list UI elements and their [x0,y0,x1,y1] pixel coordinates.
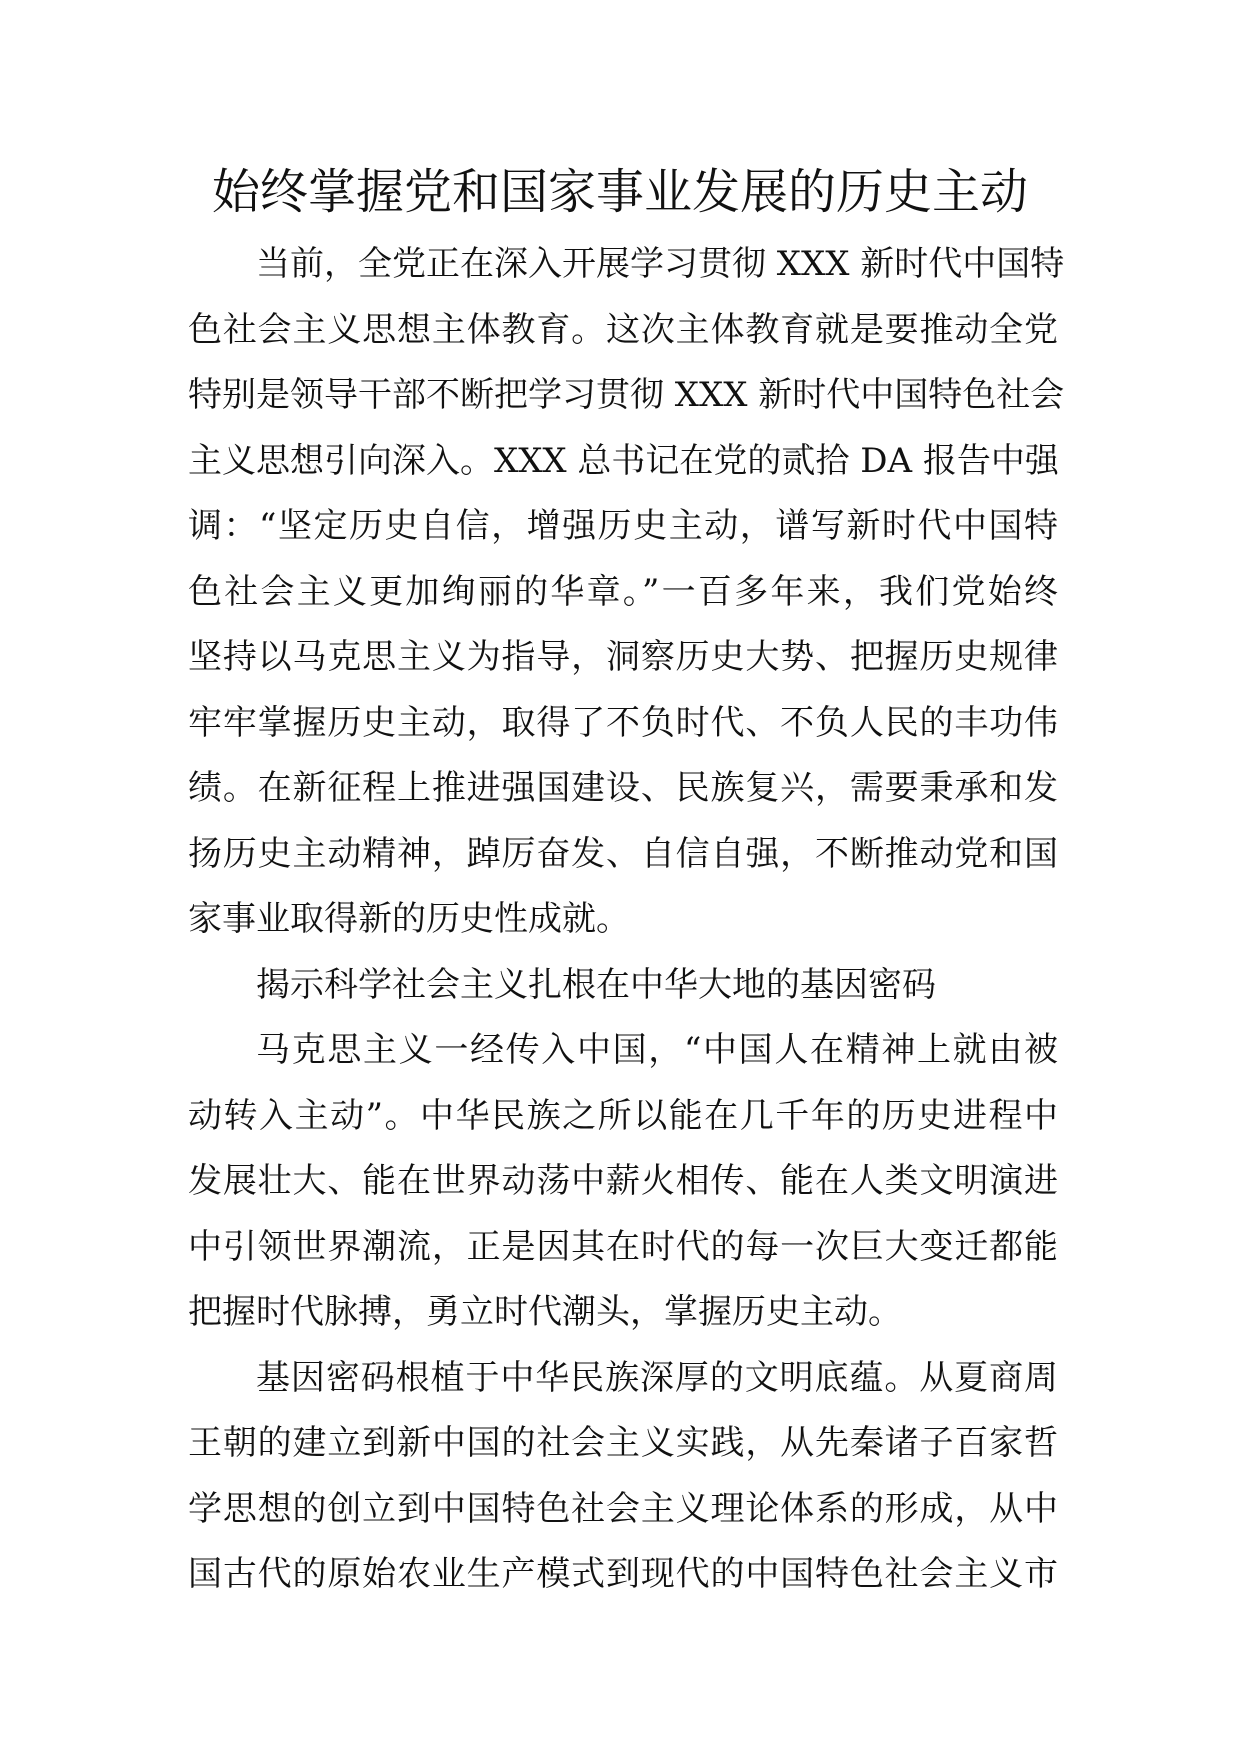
paragraph-2-line-1: 马克思主义一经传入中国，“中国人在精神上就由被 [256,1030,1058,1070]
paragraph-2-line-4: 中引领世界潮流，正是因其在时代的每一次巨大变迁都能 [188,1226,1058,1267]
paragraph-1-line-10: 扬历史主动精神，踔厉奋发、自信自强，不断推动党和国 [188,833,1058,874]
paragraph-1-line-8: 牢牢掌握历史主动，取得了不负时代、不负人民的丰功伟 [188,702,1058,743]
document-body [188,232,1065,1608]
paragraph-1-line-4: 主义思想引向深入。XXX 总书记在党的贰拾 DA 报告中强 [188,440,1059,481]
paragraph-3-line-1: 基因密码根植于中华民族深厚的文明底蕴。从夏商周 [256,1357,1058,1398]
paragraph-3-line-3: 学思想的创立到中国特色社会主义理论体系的形成，从中 [188,1488,1058,1529]
paragraph-1-line-1: 当前，全党正在深入开展学习贯彻 XXX 新时代中国特 [256,244,1065,284]
section-heading: 揭示科学社会主义扎根在中华大地的基因密码 [256,964,936,1005]
paragraph-3-line-2: 王朝的建立到新中国的社会主义实践，从先秦诸子百家哲 [188,1423,1058,1463]
paragraph-1-line-6: 色社会主义更加绚丽的华章。”一百多年来，我们党始终 [188,571,1058,612]
paragraph-1-line-9: 绩。在新征程上推进强国建设、民族复兴，需要秉承和发 [188,768,1058,808]
paragraph-2-line-5: 把握时代脉搏，勇立时代潮头，掌握历史主动。 [188,1292,902,1332]
paragraph-2-line-2: 动转入主动”。中华民族之所以能在几千年的历史进程中 [188,1095,1058,1136]
paragraph-1-line-3: 特别是领导干部不断把学习贯彻 XXX 新时代中国特色社会 [188,375,1065,415]
paragraph-2-line-3: 发展壮大、能在世界动荡中薪火相传、能在人类文明演进 [188,1161,1058,1201]
paragraph-1-line-2: 色社会主义思想主体教育。这次主体教育就是要推动全党 [188,309,1058,350]
paragraph-1-line-7: 坚持以马克思主义为指导，洞察历史大势、把握历史规律 [188,637,1058,677]
document-title: 始终掌握党和国家事业发展的历史主动 [211,164,1028,220]
paragraph-1-line-5: 调：“坚定历史自信，增强历史主动，谱写新时代中国特 [188,506,1058,546]
paragraph-1-line-11: 家事业取得新的历史性成就。 [188,899,630,939]
paragraph-3-line-4: 国古代的原始农业生产模式到现代的中国特色社会主义市 [188,1554,1058,1594]
